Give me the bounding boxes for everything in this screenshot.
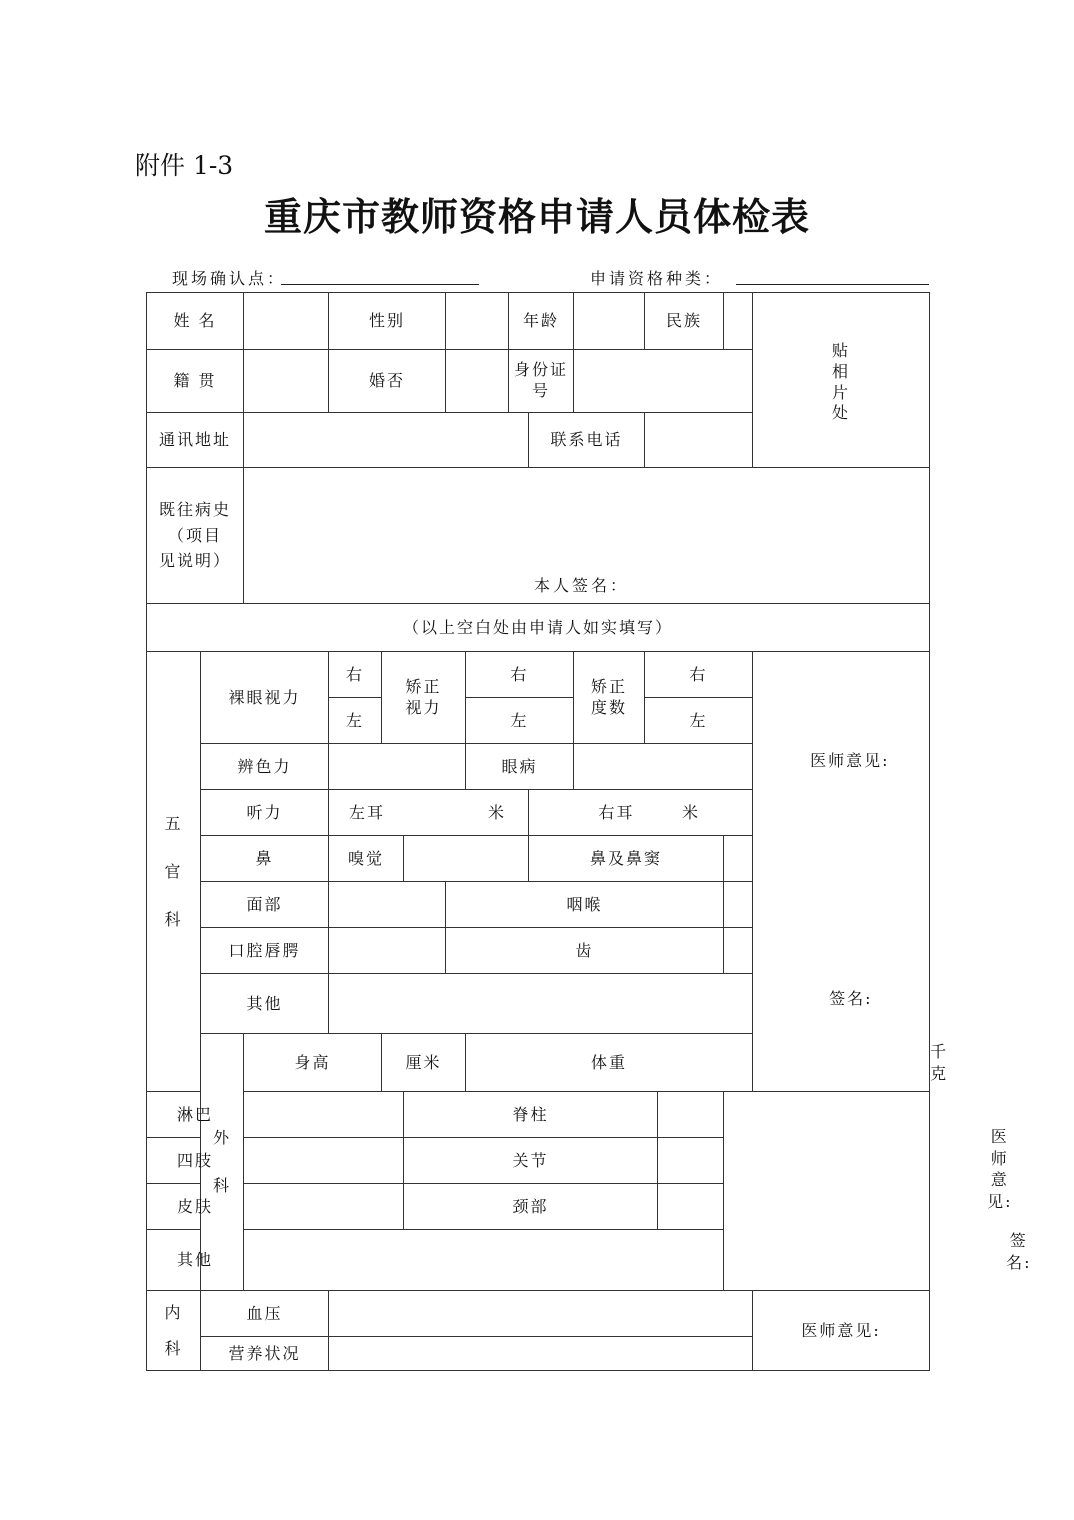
photo-area[interactable] xyxy=(753,293,930,468)
blood-pressure-label: 血压 xyxy=(201,1291,329,1337)
ent-other-value[interactable] xyxy=(329,974,753,1034)
qualification-input-line[interactable] xyxy=(736,284,929,285)
smell-value[interactable] xyxy=(404,836,529,882)
photo-char: 处 xyxy=(832,403,851,423)
lymph-value[interactable] xyxy=(244,1092,404,1138)
skin-value[interactable] xyxy=(244,1184,404,1230)
photo-char: 片 xyxy=(832,382,851,402)
form-title: 重庆市教师资格申请人员体检表 xyxy=(263,194,810,239)
naked-vision-label: 裸眼视力 xyxy=(201,652,329,744)
ent-opinion-label: 医师意见: xyxy=(810,751,890,770)
history-label xyxy=(147,468,244,604)
blood-pressure-value[interactable] xyxy=(329,1291,753,1337)
native-place-label: 籍 贯 xyxy=(147,350,244,413)
age-value[interactable] xyxy=(574,293,645,350)
corrected-left-label: 左 xyxy=(466,698,574,744)
oral-value[interactable] xyxy=(329,928,446,974)
hearing-label: 听力 xyxy=(201,790,329,836)
phone-value[interactable] xyxy=(645,413,753,468)
limbs-label: 四肢 xyxy=(147,1138,244,1184)
corrected-vision-label xyxy=(382,652,466,744)
face-label: 面部 xyxy=(201,882,329,928)
ent-char: 科 xyxy=(164,909,183,929)
limbs-value[interactable] xyxy=(244,1138,404,1184)
spine-value[interactable] xyxy=(658,1092,724,1138)
weight-label: 体重 xyxy=(466,1034,753,1092)
surgery-signature-label: 签名: xyxy=(1006,1231,1032,1272)
internal-opinion-cell[interactable] xyxy=(753,1291,930,1371)
degree-left-label: 左 xyxy=(645,698,753,744)
ent-char: 官 xyxy=(164,861,183,881)
height-unit: 厘米 xyxy=(405,1052,442,1072)
internal-char: 科 xyxy=(164,1338,183,1358)
marital-label: 婚否 xyxy=(329,350,446,413)
marital-value[interactable] xyxy=(446,350,509,413)
surgery-char: 科 xyxy=(212,1176,231,1195)
id-number-line1: 身份证 xyxy=(514,360,569,380)
nutrition-value[interactable] xyxy=(329,1337,753,1371)
attachment-label: 附件 1-3 xyxy=(135,151,234,180)
oral-label: 口腔唇腭 xyxy=(201,928,329,974)
ent-other-label: 其他 xyxy=(201,974,329,1034)
corrected-right-label: 右 xyxy=(466,652,574,698)
lymph-label: 淋巴 xyxy=(147,1092,244,1138)
age-label: 年龄 xyxy=(509,293,574,350)
sinus-value[interactable] xyxy=(724,836,753,882)
internal-section-label xyxy=(147,1291,201,1371)
history-line2: （项目 xyxy=(167,525,222,545)
eye-disease-value[interactable] xyxy=(574,744,753,790)
phone-label: 联系电话 xyxy=(529,413,645,468)
photo-char: 相 xyxy=(832,361,851,381)
corrected-line2: 视力 xyxy=(405,697,442,717)
weight-unit: 千克 xyxy=(930,1041,949,1083)
sinus-label: 鼻及鼻窦 xyxy=(529,836,724,882)
ethnicity-value[interactable] xyxy=(724,293,753,350)
address-label: 通讯地址 xyxy=(147,413,244,468)
naked-right-label: 右 xyxy=(329,652,382,698)
address-value[interactable] xyxy=(244,413,529,468)
degree-right-label: 右 xyxy=(645,652,753,698)
teeth-value[interactable] xyxy=(724,928,753,974)
history-value[interactable] xyxy=(244,468,930,604)
throat-value[interactable] xyxy=(724,882,753,928)
id-number-line2: 号 xyxy=(532,381,551,400)
joints-label: 关节 xyxy=(404,1138,658,1184)
degree-line2: 度数 xyxy=(591,697,628,717)
nose-label: 鼻 xyxy=(201,836,329,882)
internal-char: 内 xyxy=(164,1303,183,1323)
surgery-opinion-label: 医师意见: xyxy=(987,1127,1013,1211)
name-label: 姓 名 xyxy=(147,293,244,350)
photo-char: 贴 xyxy=(832,341,851,360)
degree-label xyxy=(574,652,645,744)
exam-form-table xyxy=(146,292,1032,1371)
naked-left-label: 左 xyxy=(329,698,382,744)
neck-value[interactable] xyxy=(658,1184,724,1230)
id-number-value[interactable] xyxy=(574,350,753,413)
ent-opinion-cell[interactable] xyxy=(753,652,930,1092)
throat-label: 咽喉 xyxy=(446,882,724,928)
applicant-note: （以上空白处由申请人如实填写） xyxy=(147,604,930,652)
color-vision-label: 辨色力 xyxy=(201,744,329,790)
right-ear-label: 右耳 xyxy=(529,790,645,836)
ent-char: 五 xyxy=(164,813,183,833)
right-ear-unit: 米 xyxy=(645,790,753,836)
name-value[interactable] xyxy=(244,293,329,350)
smell-label: 嗅觉 xyxy=(329,836,404,882)
degree-line1: 矫正 xyxy=(591,676,628,696)
ethnicity-label: 民族 xyxy=(645,293,724,350)
internal-opinion-label: 医师意见: xyxy=(801,1320,881,1340)
left-ear-label: 左耳 xyxy=(329,790,404,836)
ent-section-label xyxy=(147,652,201,1092)
color-vision-value[interactable] xyxy=(329,744,466,790)
site-input-line[interactable] xyxy=(281,284,479,285)
site-label: 现场确认点： xyxy=(172,269,287,288)
gender-value[interactable] xyxy=(446,293,509,350)
native-place-value[interactable] xyxy=(244,350,329,413)
height-label: 身高 xyxy=(244,1034,382,1092)
teeth-label: 齿 xyxy=(446,928,724,974)
corrected-line1: 矫正 xyxy=(405,676,442,696)
face-value[interactable] xyxy=(329,882,446,928)
ent-signature-label: 签名: xyxy=(829,989,873,1008)
history-line3: 见说明） xyxy=(158,551,231,571)
qualification-label: 申请资格种类： xyxy=(590,269,724,288)
history-line1: 既往病史 xyxy=(158,500,231,520)
gender-label: 性别 xyxy=(329,293,446,350)
surgery-other-value[interactable] xyxy=(244,1230,724,1291)
eye-disease-label: 眼病 xyxy=(466,744,574,790)
id-number-label xyxy=(509,350,574,413)
joints-value[interactable] xyxy=(658,1138,724,1184)
spine-label: 脊柱 xyxy=(404,1092,658,1138)
self-signature-label: 本人签名： xyxy=(534,576,630,596)
nutrition-label: 营养状况 xyxy=(201,1337,329,1371)
neck-label: 颈部 xyxy=(404,1184,658,1230)
height-value[interactable] xyxy=(382,1034,466,1092)
surgery-char: 外 xyxy=(212,1128,231,1147)
skin-label: 皮肤 xyxy=(147,1184,244,1230)
surgery-other-label: 其他 xyxy=(147,1230,244,1291)
left-ear-unit: 米 xyxy=(404,790,529,836)
